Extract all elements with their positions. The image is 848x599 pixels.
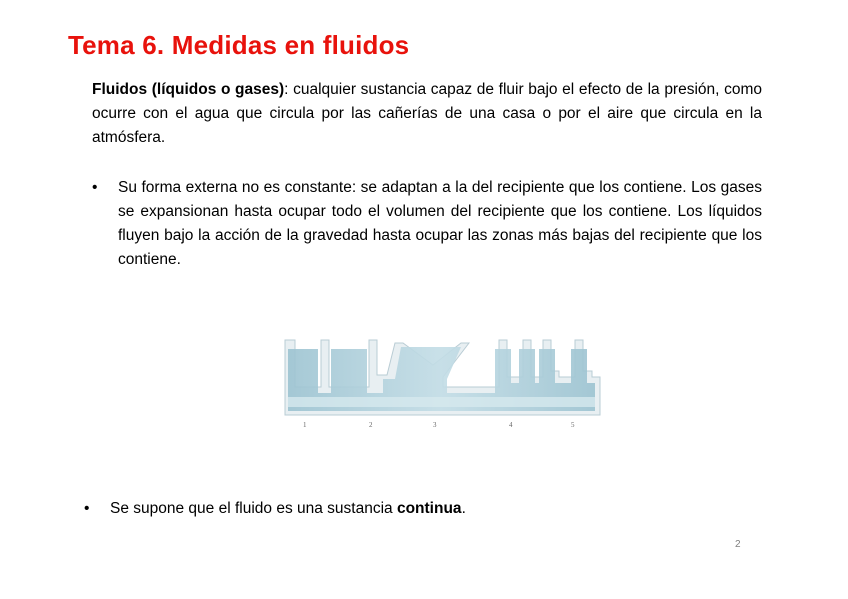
- bullet2-text-after: .: [461, 500, 466, 517]
- definition-term: Fluidos (líquidos o gases): [92, 81, 285, 98]
- figure-label: 4: [509, 421, 513, 429]
- bullet-icon: •: [92, 179, 98, 196]
- bullet2-bold-word: continua: [396, 500, 462, 517]
- figure-label: 3: [433, 421, 437, 429]
- bullet-item-forma: [92, 176, 762, 272]
- definition-paragraph: [92, 78, 762, 150]
- bullet-text-continua: [110, 497, 684, 521]
- bottom-channel: [288, 397, 595, 407]
- figure-label: 5: [571, 421, 575, 429]
- definition-text: : cualquier sustancia capaz de fluir bajo el efecto de la presión, como ocurre con el agua que circula por las cañerías de una casa o por el aire que circula en la atmósfera.: [92, 81, 762, 146]
- page-number: 2: [735, 539, 741, 550]
- bullet-icon: •: [84, 500, 90, 517]
- slide-title: Tema 6. Medidas en fluidos: [68, 30, 410, 60]
- bullet2-text-before: Se supone que el fluido es una sustancia: [110, 500, 397, 517]
- bullet-item-continua: [84, 497, 684, 521]
- bullet-text-forma: Su forma externa no es constante: se adaptan a la del recipiente que los contiene. Los gases se expansionan hasta ocupar todo el volumen del recipiente que los contiene. Los líquidos fluyen bajo la acción de la gravedad hasta ocupar las zonas más bajas del recipiente que los contiene.: [118, 179, 762, 268]
- communicating-vessels-figure: [283, 335, 603, 430]
- figure-label: 2: [369, 421, 373, 429]
- figure-label: 1: [303, 421, 307, 429]
